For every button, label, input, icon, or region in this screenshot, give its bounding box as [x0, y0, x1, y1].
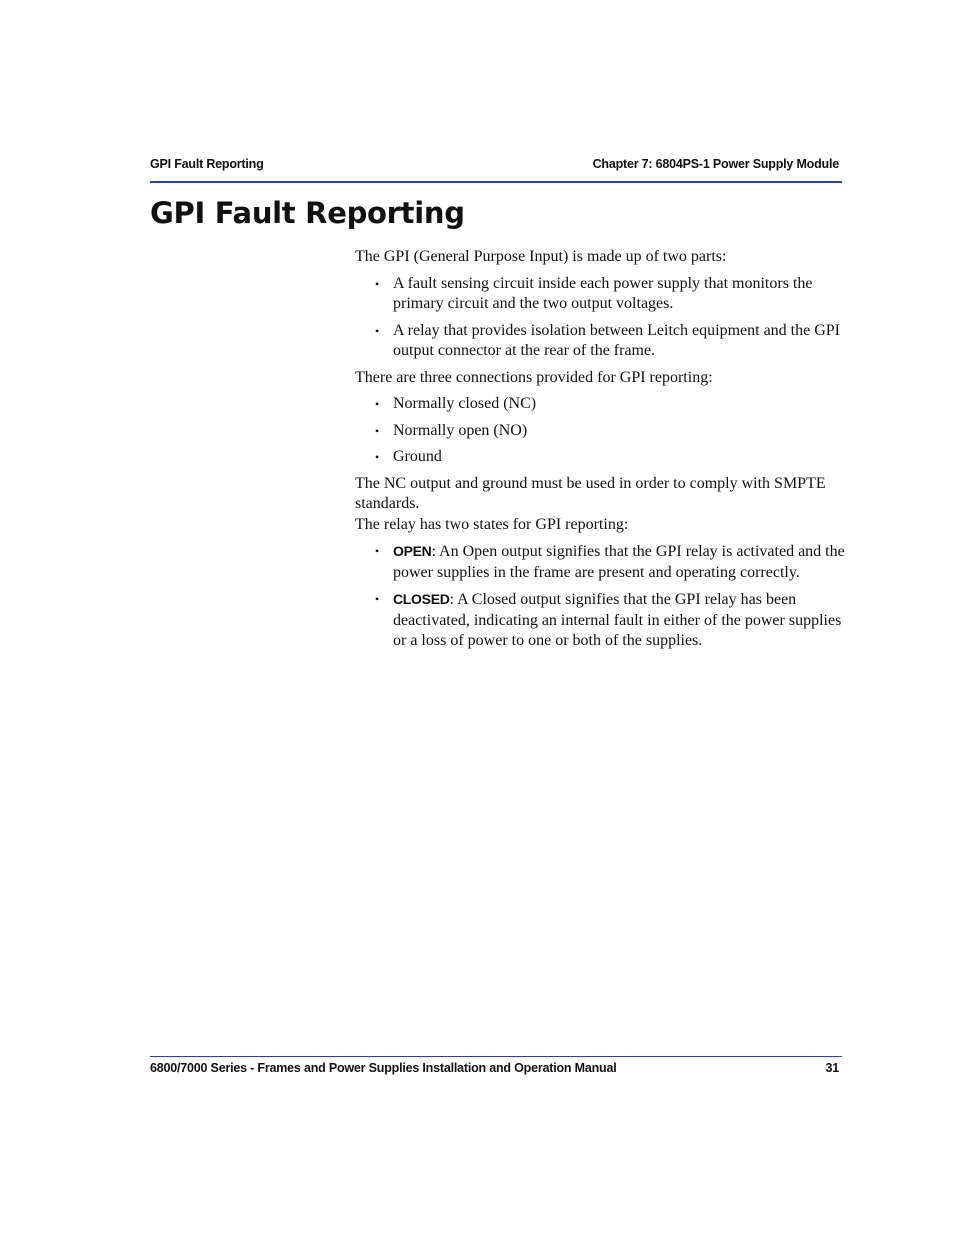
connections-list — [355, 394, 845, 468]
states-intro: The relay has two states for GPI reporting: — [355, 515, 629, 533]
bullet-icon: • — [375, 544, 380, 558]
running-footer — [150, 1056, 842, 1075]
list-item-text: A fault sensing circuit inside each power supply that monitors the primary circuit and the two output voltages. — [393, 274, 813, 312]
intro-paragraph: The GPI (General Purpose Input) is made up of two parts: — [355, 248, 727, 265]
relay-states-list — [355, 541, 845, 652]
list-item-text: Normally open (NO) — [393, 421, 528, 439]
state-term-open: OPEN — [393, 543, 432, 559]
bullet-icon: • — [375, 423, 380, 438]
bullet-icon: • — [375, 450, 380, 464]
page-title: GPI Fault Reporting — [150, 196, 465, 230]
header-section-title: GPI Fault Reporting — [150, 157, 264, 171]
list-item — [355, 321, 845, 362]
list-item — [355, 394, 845, 415]
compliance-paragraph: The NC output and ground must be used in order to comply with SMPTE standards. — [355, 474, 826, 512]
bullet-icon: • — [375, 592, 380, 606]
list-item — [355, 541, 845, 583]
footer-manual-title: 6800/7000 Series - Frames and Power Supplies Installation and Operation Manual — [150, 1061, 617, 1075]
header-chapter-title: Chapter 7: 6804PS-1 Power Supply Module — [592, 157, 839, 171]
state-description: : A Closed output signifies that the GPI relay has been deactivated, indicating an internal fault in either of the power supplies or a loss of power to one or both of the supplies. — [393, 591, 842, 649]
list-item-text: Normally closed (NC) — [393, 395, 537, 412]
body-content — [355, 247, 845, 658]
running-header — [150, 154, 842, 183]
list-item — [355, 589, 845, 652]
list-item — [355, 421, 845, 442]
list-item — [355, 274, 845, 315]
bullet-icon: • — [375, 323, 380, 338]
bullet-icon: • — [375, 397, 380, 411]
page-number: 31 — [825, 1061, 839, 1075]
list-item — [355, 447, 845, 468]
gpi-parts-list — [355, 274, 845, 362]
connections-intro: There are three connections provided for GPI reporting: — [355, 368, 713, 386]
bullet-icon: • — [375, 276, 380, 291]
list-item-text: Ground — [393, 448, 442, 465]
state-description: : An Open output signifies that the GPI relay is activated and the power supplies in the frame are present and operating correctly. — [393, 543, 845, 581]
state-term-closed: CLOSED — [393, 591, 450, 607]
list-item-text: A relay that provides isolation between Leitch equipment and the GPI output connector at the rear of the frame. — [393, 321, 840, 359]
